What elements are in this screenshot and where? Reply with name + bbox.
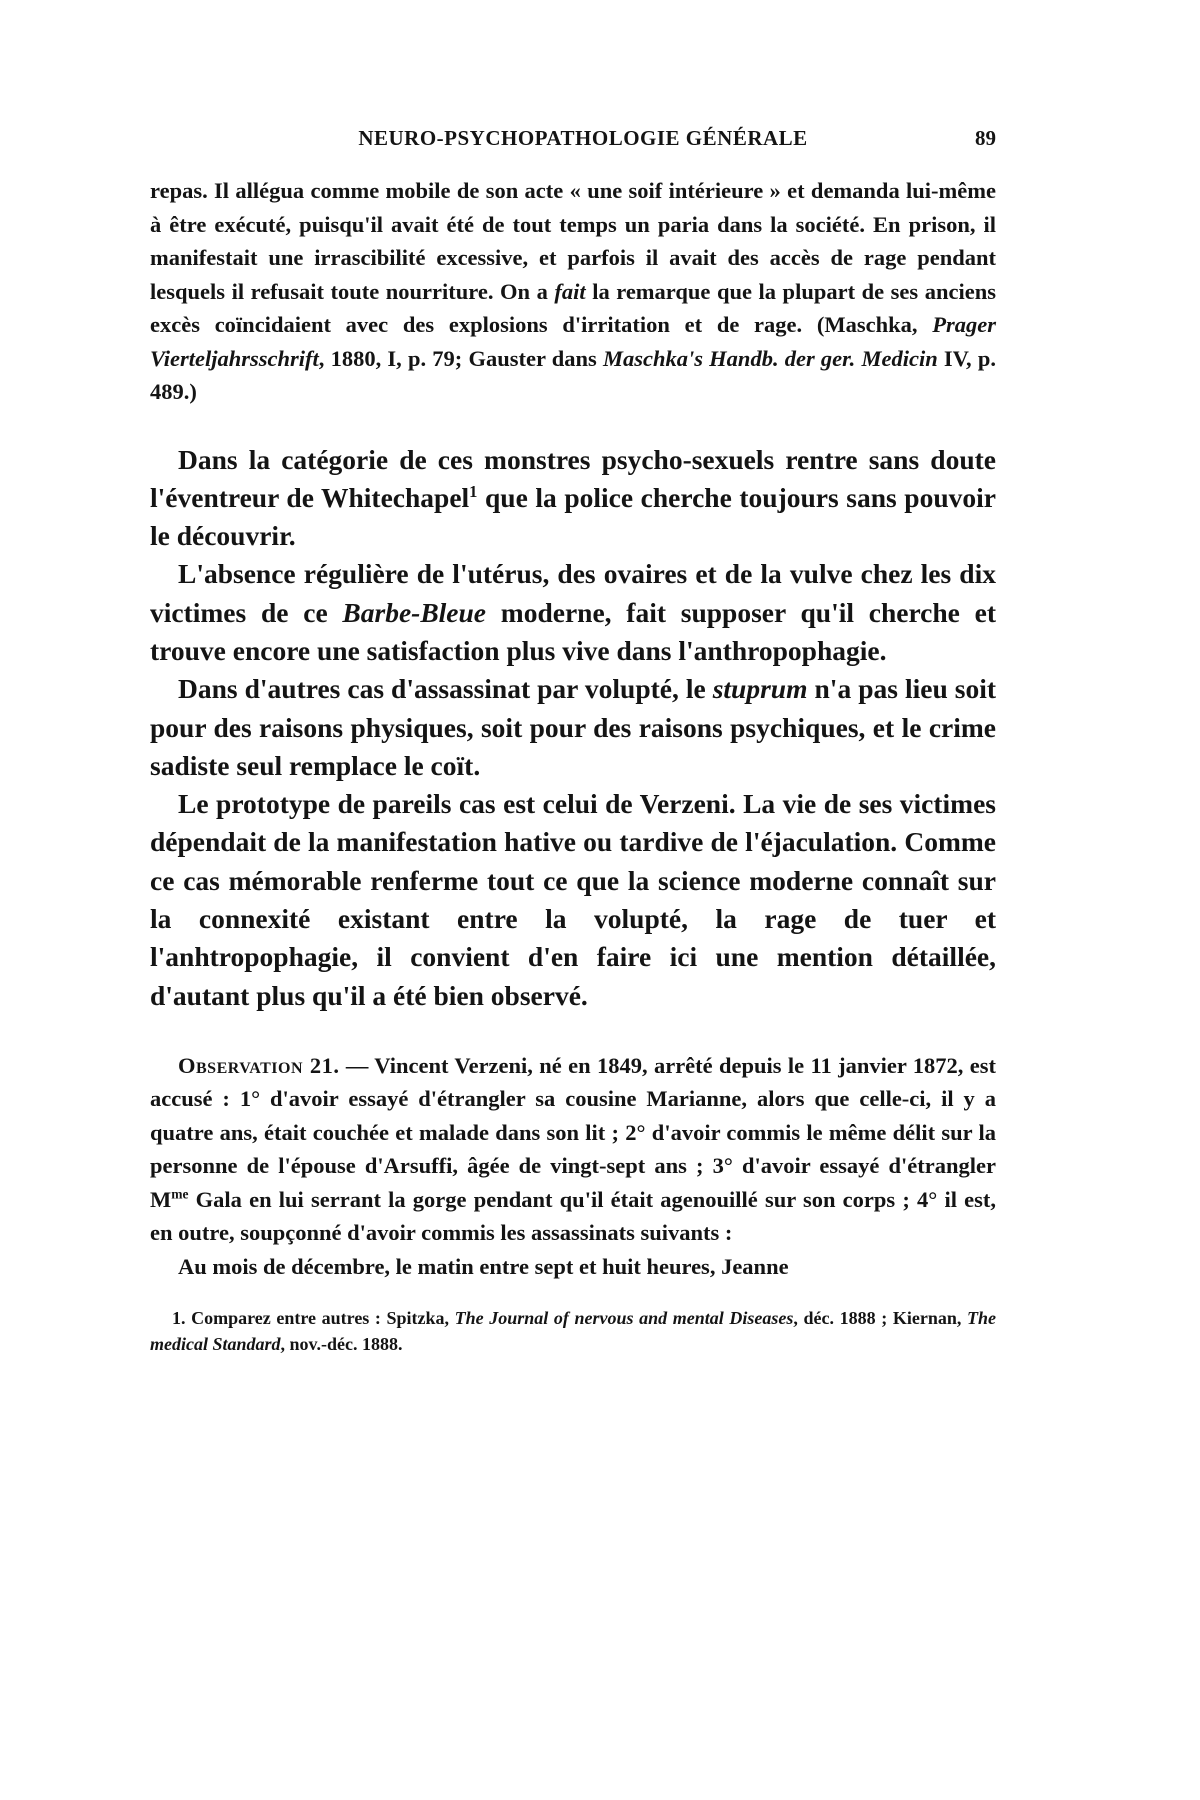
superscript-me: me [171,1186,189,1202]
paragraph-text: Gala en lui serrant la gorge pendant qu'il était agenouillé sur son corps ; 4° il est, en outre, soupçonné d'avoir commis les assassinats suivants : [150,1186,996,1246]
paragraph-text: , 1880, I, p. 79; Gauster dans [318,345,603,371]
case-conclusion-paragraph [150,174,996,409]
paragraph-text: repas. Il allégua comme mobile de son acte « une soif intérieure » et demanda lui-même à être exécuté, puisqu'il avait été de tout temps un paria dans la société. En prison, il manifestait une irrascibilité excessive, et parfois il avait des accès de rage pendant lesquels il refusait toute nourriture. On a [150,178,996,304]
footnote-text: , nov.-déc. 1888. [280,1334,403,1355]
italic-fait: fait [554,278,586,304]
footnote-text: , déc. 1888 ; Kiernan, [793,1308,967,1329]
italic-barbe-bleue: Barbe-Bleue [342,596,487,628]
footnote-journal: The Journal of nervous and mental Diseases [454,1308,794,1329]
page-header [150,126,996,160]
footnote-marker: 1 [469,481,478,501]
absence-paragraph [150,555,996,670]
observation-paragraph [150,1049,996,1250]
book-page [150,126,996,1375]
paragraph-text: moderne, fait supposer qu'il cherche et trouve encore une satisfaction plus vive dans l'anthropophagie. [150,596,997,666]
paragraph-text: n'a pas lieu soit pour des raisons physiques, soit pour des raisons psychiques, et le crime sadiste seul remplace le coït. [150,673,996,781]
observation-block [150,1049,996,1284]
page-number: 89 [975,126,996,150]
stuprum-paragraph [150,670,996,785]
observation-label: Observation 21. [178,1052,340,1078]
observation-continuation: Au mois de décembre, le matin entre sept et huit heures, Jeanne [178,1253,789,1279]
footnote-number: 1. [172,1308,186,1329]
paragraph-text: la remarque que la plupart de ses anciens excès coïncidaient avec des explosions d'irritation et de rage. (Maschka, [150,278,996,337]
paragraph-text: — Vincent Verzeni, né en 1849, arrêté depuis le 11 janvier 1872, est accusé : 1° d'avoir essayé d'étrangler sa cousine Marianne, alors que celle-ci, il y a quatre ans, était couchée et malade dans son lit ; 2° d'avoir commis le même délit sur la personne de l'épouse d'Arsuffi, âgée de vingt-sept ans ; 3° d'avoir essayé d'étrangler M [150,1052,996,1212]
footnote-text: Comparez entre autres : Spitzka, [185,1308,455,1329]
journal-title: Prager Vierteljahrsschrift [150,312,996,371]
paragraph-text: L'absence régulière de l'utérus, des ovaires et de la vulve chez les dix victimes de ce [150,558,996,628]
running-head: NEURO-PSYCHOPATHOLOGIE GÉNÉRALE [358,126,808,150]
italic-stuprum: stuprum [712,673,808,705]
paragraph-text: IV, p. 489.) [150,345,996,404]
paragraph-text: Dans d'autres cas d'assassinat par volupté, le [178,673,713,705]
footnote-standard: The medical Standard [150,1308,996,1355]
footnote [150,1305,996,1357]
paragraph-text: Dans la catégorie de ces monstres psycho-sexuels rentre sans doute l'éventreur de Whitechapel [150,443,996,513]
whitechapel-paragraph [150,441,996,556]
handbook-title: Maschka's Handb. der ger. Medicin [602,345,938,371]
verzeni-intro-paragraph: Le prototype de pareils cas est celui de Verzeni. La vie de ses victimes dépendait de la manifestation hative ou tardive de l'éjaculation. Comme ce cas mémorable renferme tout ce que la science moderne connaît sur la connexité existant entre la volupté, la rage de tuer et l'anhtropophagie, il convient d'en faire ici une mention détaillée, d'autant plus qu'il a été bien observé. [150,788,996,1011]
main-text [150,441,996,1015]
paragraph-text: que la police cherche toujours sans pouvoir le découvrir. [150,481,996,552]
